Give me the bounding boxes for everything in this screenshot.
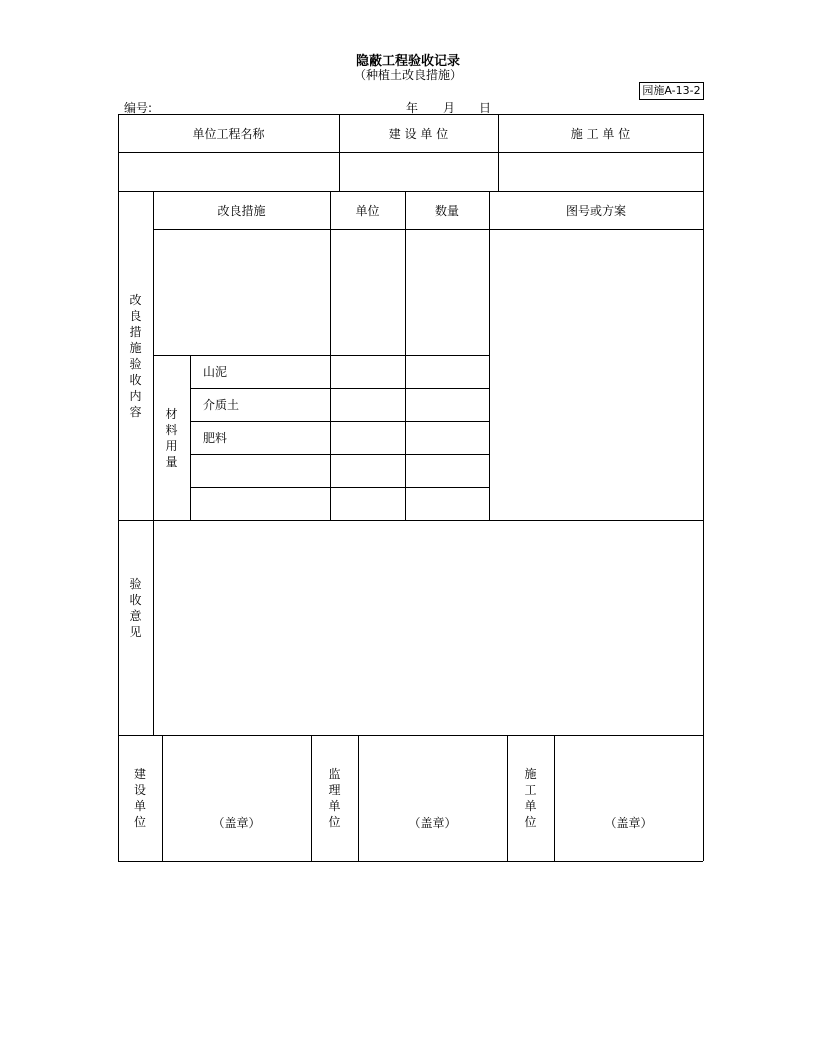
opinion-section-label: 验收意见 <box>129 576 142 639</box>
material-row: 肥料 <box>203 431 228 445</box>
drawing-plan-field[interactable] <box>490 230 702 519</box>
col-quantity: 数量 <box>434 203 459 218</box>
owner-unit-field[interactable] <box>340 153 497 190</box>
project-name-field[interactable] <box>119 153 338 190</box>
form-code-box: 园施A-13-2 <box>639 82 704 100</box>
col-improvement-measure: 改良措施 <box>217 203 266 218</box>
measure-description-field[interactable] <box>154 230 329 354</box>
month-label: 月 <box>443 101 456 115</box>
year-label: 年 <box>406 101 419 115</box>
measure-unit-field[interactable] <box>331 230 404 354</box>
content-section-label: 改良措施验收内容 <box>129 292 142 419</box>
form-subtitle: （种植土改良措施） <box>353 68 462 82</box>
material-row: 山泥 <box>203 365 228 379</box>
signature-party-supervisor: 监理单位 <box>328 767 341 829</box>
materials-label: 材料用量 <box>165 406 178 469</box>
material-row <box>190 487 330 520</box>
col-unit: 单位 <box>355 203 380 218</box>
measure-quantity-field[interactable] <box>406 230 488 354</box>
seal-placeholder: （盖章） <box>212 815 261 830</box>
day-label: 日 <box>479 101 492 115</box>
material-row: 介质土 <box>203 398 240 412</box>
signature-party-owner: 建设单位 <box>133 767 146 829</box>
header-project-name: 单位工程名称 <box>192 126 265 141</box>
construction-unit-field[interactable] <box>499 153 702 190</box>
seal-placeholder: （盖章） <box>604 815 653 830</box>
col-drawing-plan: 图号或方案 <box>565 203 626 218</box>
serial-number-label: 编号: <box>124 101 153 115</box>
form-title: 隐蔽工程验收记录 <box>355 54 460 69</box>
material-row <box>190 454 330 487</box>
signature-party-contractor: 施工单位 <box>524 767 537 829</box>
seal-placeholder: （盖章） <box>408 815 457 830</box>
header-owner-unit: 建 设 单 位 <box>388 126 449 141</box>
opinion-field[interactable] <box>154 521 702 734</box>
header-construction-unit: 施 工 单 位 <box>570 126 631 141</box>
